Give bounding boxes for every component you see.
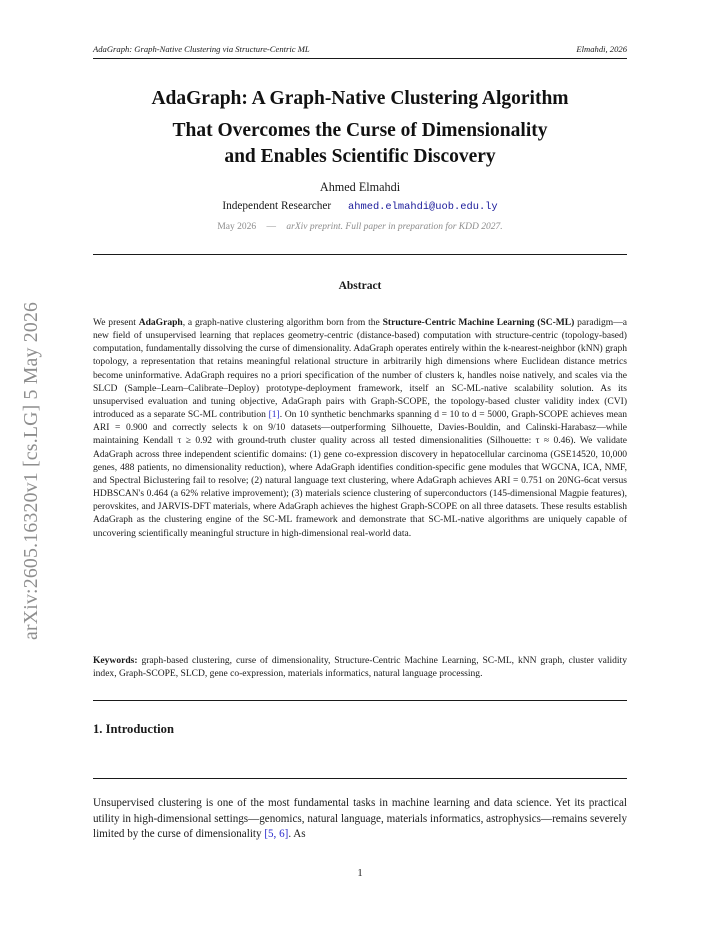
introduction-body — [93, 796, 627, 843]
author-affiliation-line — [60, 200, 660, 213]
header-rule — [93, 58, 627, 59]
abstract-text: . On 10 synthetic benchmarks spanning d = 10 to d = 5000, Graph-SCOPE achieves mean ARI = 0.900 and correctly selects k on 9/10 datasets—outperforming Silhouette, Davies-Bouldin, and Calinski-Harabasz—while maintaining Kendall τ ≥ 0.92 with ground-truth cluster quality across all tested dimensionalities (Silhouette: τ ≈ 0.46). We validate AdaGraph across three independent scientific domains: (1) gene co-expression discovery in hepatocellular carcinoma (GSE14520, 10,000 genes, 488 patients, no dimensionality reduction), where AdaGraph identifies condition-specific gene modules that WGCNA, ICA, NMF, and Spectral Biclustering fail to resolve; (2) natural language text clustering, where AdaGraph achieves ARI = 0.751 on 20NG-6cat versus HDBSCAN's 0.464 (a 62% relative improvement); (3) materials science clustering of superconductors (145-dimensional Magpie features), perovskites, and JARVIS-DFT materials, where AdaGraph achieves the highest Graph-SCOPE on all three datasets. These results establish AdaGraph as the clustering engine of the SC-ML framework and demonstrate that SC-ML-native algorithms are uniquely capable of uncovering scientifically meaningful structure in high-dimensional real-world data. — [93, 409, 627, 539]
abstract-text: We present — [93, 317, 139, 328]
paper-title-line-3: and Enables Scientific Discovery — [224, 146, 496, 167]
abstract-bold-term: Structure-Centric Machine Learning (SC-ML) — [382, 317, 575, 328]
keywords-list: graph-based clustering, curse of dimensionality, Structure-Centric Machine Learning, SC-ML, kNN graph, cluster validity index, Graph-SCOPE, SLCD, gene co-expression, materials informatics, natural language processing. — [93, 655, 627, 680]
author-email-link[interactable]: ahmed.elmahdi@uob.edu.ly — [348, 201, 498, 213]
introduction-text: Unsupervised clustering is one of the most fundamental tasks in machine learning and data science. Yet its practical utility in high-dimensional settings—genomics, natural language, materials informatics, astrophysics—remains severely limited by the curse of dimensionality — [93, 797, 627, 840]
citation-link[interactable]: [1] — [268, 409, 280, 421]
abstract-top-rule — [93, 254, 627, 255]
paper-title-line-1: AdaGraph: A Graph-Native Clustering Algorithm — [151, 88, 569, 109]
abstract-text: , a graph-native clustering algorithm born from the — [182, 317, 383, 328]
keywords-label: Keywords: — [93, 655, 138, 666]
introduction-text: . As — [288, 828, 306, 840]
keywords-block — [93, 654, 627, 680]
running-header-title: AdaGraph: Graph-Native Clustering via Structure-Centric ML — [93, 44, 310, 54]
keywords-bottom-rule — [93, 700, 627, 701]
arxiv-identifier-stamp: arXiv:2605.16320v1 [cs.LG] 5 May 2026 — [20, 301, 42, 640]
running-header-author: Elmahdi, 2026 — [576, 44, 627, 54]
abstract-body — [93, 316, 627, 540]
author-name: Ahmed Elmahdi — [319, 180, 401, 194]
running-header — [93, 44, 627, 54]
abstract-bold-term: AdaGraph — [138, 317, 183, 328]
abstract-heading: Abstract — [338, 280, 382, 292]
section-heading-introduction: 1. Introduction — [93, 722, 174, 736]
paper-title-line-2: That Overcomes the Curse of Dimensionality — [172, 120, 548, 141]
dateline-separator: — — [266, 222, 277, 232]
affiliation: Independent Researcher — [222, 200, 332, 212]
citation-link[interactable]: [5, 6] — [264, 828, 289, 840]
preprint-note: arXiv preprint. Full paper in preparation for KDD 2027. — [286, 222, 503, 232]
page-number: 1 — [357, 868, 363, 879]
abstract-text: paradigm—a new field of unsupervised learning that replaces geometry-centric (distance-based) computation with structure-centric (topology-based) computation, fundamentally dissolving the curse of dimensionality. AdaGraph operates entirely within the k-nearest-neighbor (kNN) graph topology, a representation that retains meaningful relational structure in arbitrarily high dimensions where Euclidean distance metrics become uninformative. AdaGraph requires no a priori specification of the number of clusters k, handles noise natively, and scales via the SLCD (Sample–Learn–Calibrate–Deploy) prototype-deployment framework, itself an SC-ML-native scalability solution. As its unsupervised evaluation and tuning objective, AdaGraph pairs with Graph-SCOPE, the topology-based cluster validity index (CVI) introduced as a separate SC-ML contribution — [93, 317, 627, 421]
dateline — [60, 222, 660, 232]
publication-date: May 2026 — [217, 222, 257, 232]
introduction-rule — [93, 778, 627, 779]
